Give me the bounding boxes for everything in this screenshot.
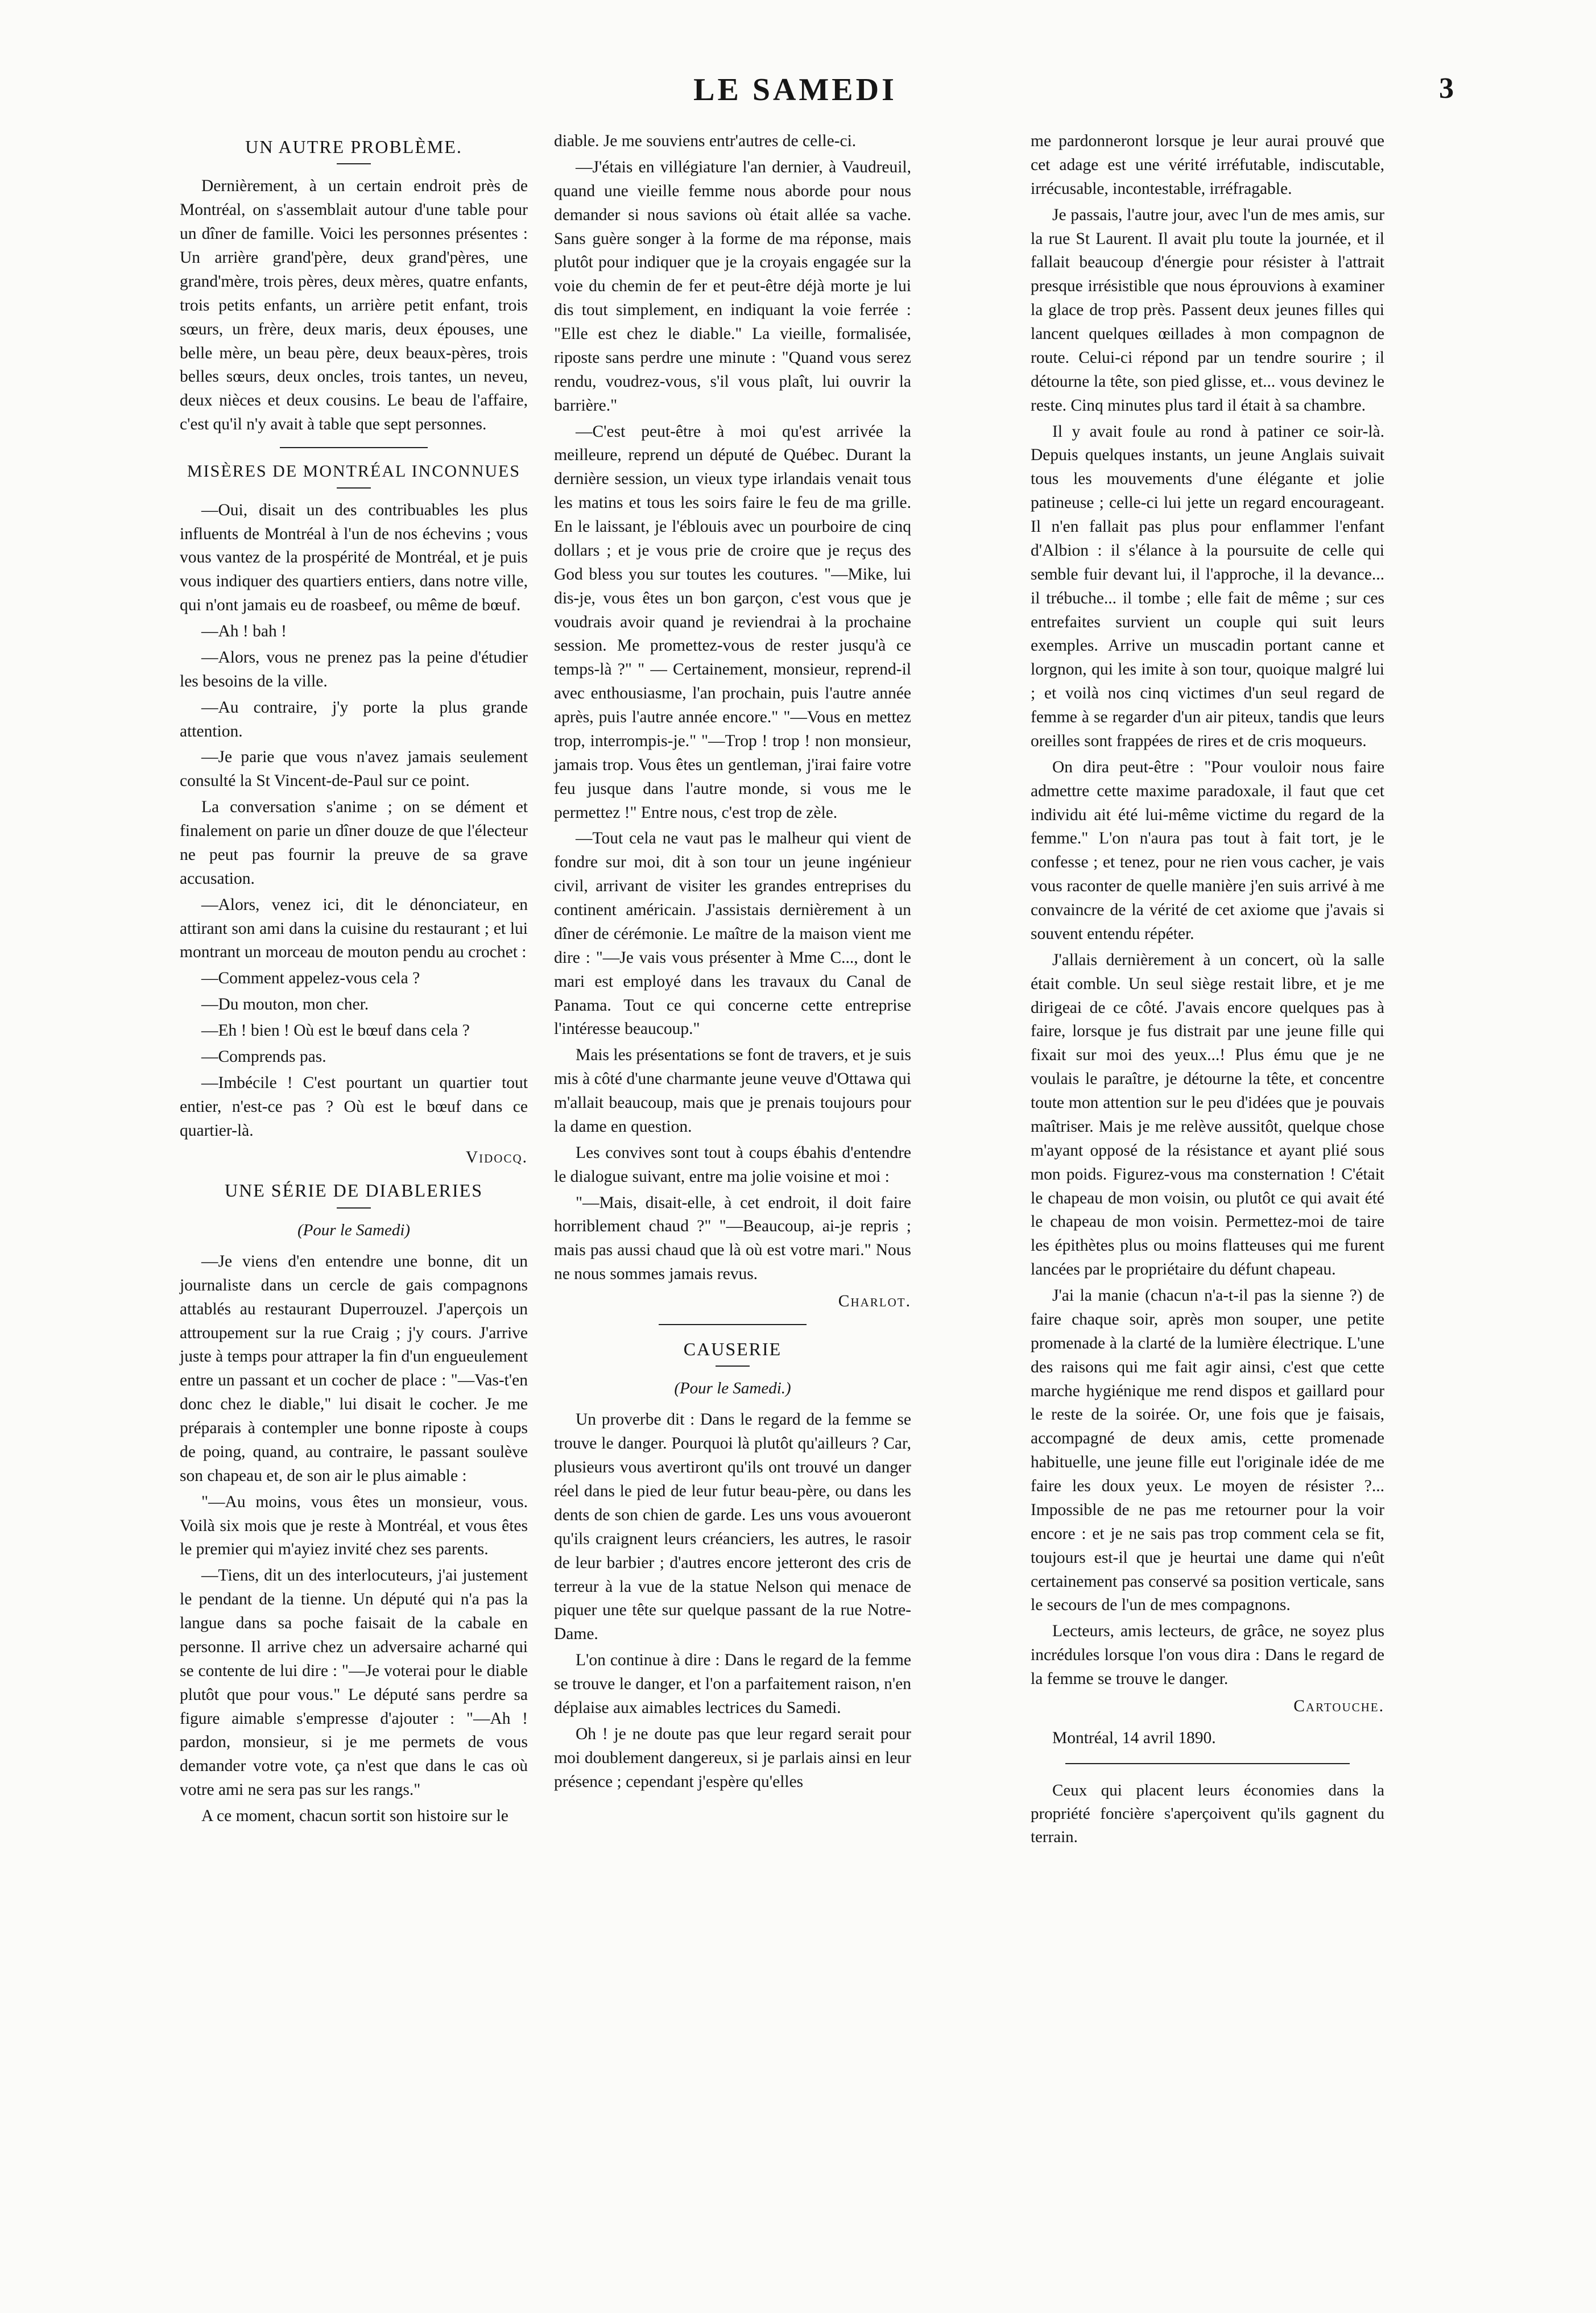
article-paragraph: Je passais, l'autre jour, avec l'un de mes amis, sur la rue St Laurent. Il avait plu toute la journée, et il fallait beaucoup d'énergie pour résister à l'attrait presque irrésistible que nous éprouvions à examiner la glace de trop près. Passent deux jeunes filles qui lancent quelques œillades à mon compagnon de route. Celui-ci répond par un tendre sourire ; il détourne la tête, son pied glisse, et... vous devinez le reste. Cinq minutes plus tard il était à sa chambre. [1031,205,1384,415]
article-paragraph: —Du mouton, mon cher. [201,995,369,1014]
divider [659,1324,807,1325]
article-paragraph: —Imbécile ! C'est pourtant un quartier tout entier, n'est-ce pas ? Où est le bœuf dans ce quartier-là. [180,1073,528,1140]
newspaper-title: LE SAMEDI [693,72,897,107]
article-paragraph: —Comment appelez-vous cela ? [201,969,420,988]
signature-vidocq: Vidocq. [465,1148,528,1167]
signature-charlot: Charlot. [838,1292,911,1310]
divider [337,1207,371,1209]
article-paragraph: Oh ! je ne doute pas que leur regard serait pour moi doublement dangereux, si je parlais ainsi en leur présence ; cependant j'espère qu'elles [554,1724,911,1791]
article-paragraph: me pardonneront lorsque je leur aurai prouvé que cet adage est une vérité irréfutable, indiscutable, irrécusable, incontestable, irréfragable. [1031,132,1384,198]
article-paragraph: —Tout cela ne vaut pas le malheur qui vient de fondre sur moi, dit à son tour un jeune ingénieur civil, arrivant de visiter les grandes entreprises du continent américain. J'assistais dernièrement à un dîner de cérémonie. Le maître de la maison vient me dire : "—Je vais vous présenter à Mme C..., dont le mari est employé dans les travaux du Canal de Panama. Tout ce qui concerne cette entreprise l'intéresse beaucoup." [554,829,911,1038]
article-paragraph: Les convives sont tout à coups ébahis d'entendre le dialogue suivant, entre ma jolie voisine et moi : [554,1143,911,1186]
article-paragraph: —Au contraire, j'y porte la plus grande attention. [180,698,528,740]
article-paragraph: —J'étais en villégiature l'an dernier, à Vaudreuil, quand une vieille femme nous aborde pour nous demander si nous savions où était allée sa vache. Sans guère songer à la forme de ma réponse, mais plutôt pour indiquer que je la croyais engagée sur la voie du chemin de fer et peut-être déjà morte je lui dis tout simplement, en indiquant la voie ferrée : "Elle est chez le diable." La vieille, formalisée, riposte sans perdre une minute : "Quand vous serez rendu, voudrez-vous, s'il vous plaît, lui ouvrir la barrière." [554,158,911,415]
article-paragraph: —Oui, disait un des contribuables les plus influents de Montréal à l'un de nos échevins ; vous vous vantez de la prospérité de Montréal, et je puis vous indiquer des quartiers entiers, dans notre ville, qui n'ont jamais eu de roasbeef, ou même de bœuf. [180,500,528,615]
article-paragraph: L'on continue à dire : Dans le regard de la femme se trouve le danger, et l'on a parfaitement raison, n'en déplaise aux aimables lectrices du Samedi. [554,1651,911,1717]
article-title-causerie: CAUSERIE [683,1338,782,1359]
article-paragraph: —Tiens, dit un des interlocuteurs, j'ai justement le pendant de la tienne. Un député qui n'a pas la langue dans sa poche faisait de la cabale en personne. Il arrive chez un adversaire acharné qui se contente de lui dire : "—Je voterai pour le diable plutôt que pour vous." Le député sans perdre sa figure aimable s'empresse d'ajouter : "—Ah ! pardon, monsieur, si je me permets de vous demander votre vote, ça n'est que dans le cas où votre ami ne sera pas sur les rangs." [180,1566,528,1799]
article-paragraph: La conversation s'anime ; on se dément et finalement on parie un dîner douze de que l'électeur ne peut pas fournir la preuve de sa grave accusation. [180,798,528,888]
article-paragraph: J'allais dernièrement à un concert, où la salle était comble. Un seul siège restait libre, et je me dirigeai de ce côté. J'avais encore quelques pas à faire, lorsque je fus distrait par une jeune fille qui fixait sur moi des yeux...! Plus ému que je ne voulais le paraître, je détourne la tête, et concentre toute mon attention sur le peu d'idées que je pouvais maîtriser. Mais je me relève aussitôt, quelque chose m'ayant opposé de la résistance et ayant plié sous mon poids. Figurez-vous ma consternation ! C'était le chapeau de mon voisin, ou plutôt ce qui avait été le chapeau de mon voisin. Permettez-moi de taire les épithètes plus ou moins flatteuses qui me furent lancées par le propriétaire du défunt chapeau. [1031,950,1384,1279]
divider [337,487,371,489]
article-title-diableries: UNE SÉRIE DE DIABLERIES [225,1180,483,1201]
article-paragraph: "—Au moins, vous êtes un monsieur, vous. Voilà six mois que je reste à Montréal, et vous êtes le premier qui m'ayiez invité chez ses parents. [180,1492,528,1559]
column-2 [554,130,911,1796]
article-paragraph: On dira peut-être : "Pour vouloir nous faire admettre cette maxime paradoxale, il faut que cet individu ait été lui-même victime du regard de la femme." L'on n'aura pas tout à fait tort, je le confesse ; et tenez, pour ne rien vous cacher, je vais vous raconter de quelle manière j'en suis arrivé à me convaincre de la vérité de cet axiome que j'avais si souvent entendu répéter. [1031,758,1384,943]
article-paragraph: —Eh ! bien ! Où est le bœuf dans cela ? [201,1021,470,1040]
article-paragraph: diable. Je me souviens entr'autres de celle-ci. [554,132,857,150]
divider [280,447,428,448]
article-paragraph: Mais les présentations se font de travers, et je suis mis à côté d'une charmante jeune veuve d'Ottawa qui m'allait beaucoup, mais que je prenais toujours pour la dame en question. [554,1046,911,1136]
article-paragraph: —Je viens d'en entendre une bonne, dit un journaliste dans un cercle de gais compagnons attablés au restaurant Duperrouzel. J'aperçois un attroupement sur la rue Craig ; j'y cours. J'arrive juste à temps pour attraper la fin d'un engueulement entre un passant et un cocher de place : "—Vas-t'en donc chez le diable," lui disait le cocher. Je me préparais à contempler une bonne riposte à coups de poing, quand, au contraire, le passant soulève son chapeau et, de son air le plus aimable : [180,1252,528,1485]
article-paragraph: A ce moment, chacun sortit son histoire sur le [201,1807,508,1826]
byline: (Pour le Samedi) [297,1220,411,1239]
article-title-autre-probleme: UN AUTRE PROBLÈME. [245,136,462,157]
article-paragraph: Un proverbe dit : Dans le regard de la femme se trouve le danger. Pourquoi là plutôt qu'ailleurs ? Car, plusieurs vous avertiront qu'ils ont trouvé un danger réel dans le pied de leur futur beau-père, ou dans les dents de son chien de garde. Les uns vous avoueront qu'ils craignent leurs créanciers, les autres, le rasoir de leur barbier ; d'autres encore jetteront des cris de terreur à la vue de la statue Nelson qui menace de piquer une tête sur quelque passant de la rue Notre-Dame. [554,1410,911,1644]
article-paragraph: —Je parie que vous n'avez jamais seulement consulté la St Vincent-de-Paul sur ce point. [180,748,528,791]
article-paragraph: Il y avait foule au rond à patiner ce soir-là. Depuis quelques instants, un jeune Anglais suivait tous les mouvements d'une élégante et jolie patineuse ; celle-ci lui jette un regard encourageant. Il n'en fallait pas plus pour enflammer l'enfant d'Albion : il s'élance à la poursuite de celle qui semble fuir devant lui, il l'approche, il la devance... il trébuche... il tombe ; elle fait de même ; sur ces entrefaites survient un couple qui suit leurs exemples. Arrive un muscadin portant canne et lorgnon, qui les imite à son tour, quoique malgré lui ; et voilà nos cinq victimes d'un seul regard de femme à se regarder d'un air piteux, tandis que leurs oreilles sont frappées de rires et de cris moqueurs. [1031,422,1384,750]
dateline: Montréal, 14 avril 1890. [1052,1728,1216,1747]
article-paragraph: "—Mais, disait-elle, à cet endroit, il doit faire horriblement chaud ?" "—Beaucoup, ai-je repris ; mais pas aussi chaud que là où est votre mari." Nous ne nous sommes jamais revus. [554,1193,911,1284]
article-paragraph: Dernièrement, à un certain endroit près de Montréal, on s'assemblait autour d'une table pour un dîner de famille. Voici les personnes présentes : Un arrière grand'père, deux grand'pères, une grand'mère, trois pères, deux mères, quatre enfants, trois petits enfants, un arrière petit enfant, trois sœurs, un frère, deux maris, deux épouses, une belle mère, un beau père, deux beaux-pères, trois belles sœurs, deux oncles, trois tantes, un neveu, deux nièces et deux cousins. Le beau de l'affaire, c'est qu'il n'y avait à table que sept personnes. [180,177,528,434]
byline: (Pour le Samedi.) [674,1379,791,1398]
article-paragraph: Lecteurs, amis lecteurs, de grâce, ne soyez plus incrédules lorsque l'on vous dira : Dans le regard de la femme se trouve le danger. [1031,1622,1384,1688]
article-title-miseres: MISÈRES DE MONTRÉAL INCONNUES [187,462,521,481]
column-3 [1031,130,1384,1851]
article-paragraph: —Ah ! bah ! [201,622,287,641]
page-number: 3 [1439,72,1454,105]
divider [337,163,371,164]
closing-note: Ceux qui placent leurs économies dans la propriété foncière s'aperçoivent qu'ils gagnent du terrain. [1031,1781,1384,1846]
column-1 [180,130,528,1831]
masthead [137,72,1454,111]
article-paragraph: —C'est peut-être à moi qu'est arrivée la meilleure, reprend un député de Québec. Durant la dernière session, un vieux type irlandais venait tous les matins et tous les soirs faire le feu de ma grille. En le laissant, je l'éblouis avec un pourboire de cinq dollars ; et je vous prie de croire que je reçus des God bless you sur toutes les coutures. "—Mike, lui dis-je, vous êtes un bon garçon, c'est vous que je voudrais avoir quand je reviendrai à la prochaine session. Me promettez-vous de rester jusqu'à ce temps-là ?" " — Certainement, monsieur, reprend-il avec enthousiasme, l'an prochain, puis l'autre année après, puis l'autre année encore." "—Vous en mettez trop, interrompis-je." "—Trop ! trop ! non monsieur, jamais trop. Vous êtes un gentleman, j'irai faire votre feu jusque dans l'autre monde, si vous me le permettez !" Entre nous, c'est trop de zèle. [554,422,911,822]
article-paragraph: —Alors, venez ici, dit le dénonciateur, en attirant son ami dans la cuisine du restaurant ; et lui montrant un morceau de mouton pendu au crochet : [180,895,528,962]
divider [716,1366,750,1367]
signature-cartouche: Cartouche. [1293,1697,1384,1715]
article-paragraph: J'ai la manie (chacun n'a-t-il pas la sienne ?) de faire chaque soir, après mon souper, une petite promenade à la clarté de la lumière électrique. L'une des raisons qui me fait agir ainsi, c'est que cette marche hygiénique me rend dispos et gaillard pour le reste de la soirée. Or, une fois que je faisais, accompagné de deux amis, cette promenade habituelle, une jeune fille eut l'originale idée de me faire les doux yeux. Le moyen de résister ?... Impossible de ne pas me retourner pour la voir encore : et je ne sais pas trop comment cela se fit, toujours est-il que je heurtai une dame qui n'eût certainement pas conservé sa position verticale, sans le secours de l'un de mes compagnons. [1031,1286,1384,1615]
article-paragraph: —Comprends pas. [201,1047,326,1066]
article-paragraph: —Alors, vous ne prenez pas la peine d'étudier les besoins de la ville. [180,648,528,690]
divider [1065,1763,1350,1764]
